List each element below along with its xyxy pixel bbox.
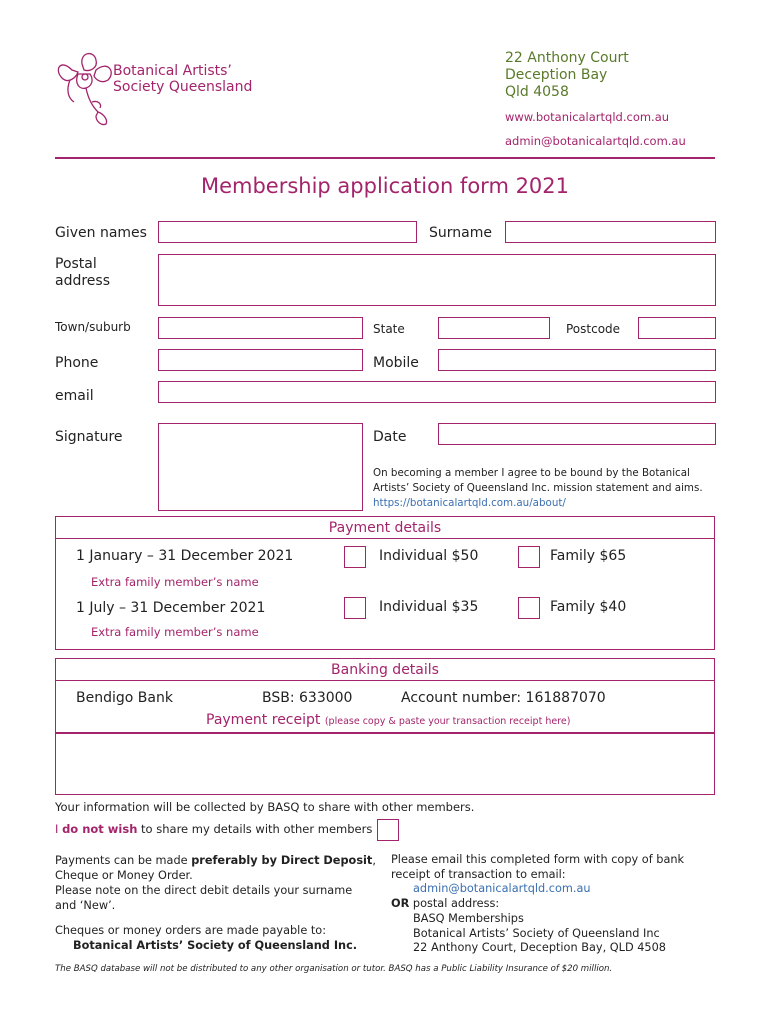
phone-field[interactable] — [158, 349, 363, 371]
address-line1: 22 Anthony Court — [505, 50, 629, 66]
family-full-checkbox[interactable] — [518, 546, 540, 568]
instr-b: preferably by Direct Deposit — [191, 854, 373, 867]
payment-title: Payment details — [328, 520, 442, 536]
signature-field[interactable] — [158, 423, 363, 511]
website-link[interactable]: www.botanicalartqld.com.au — [505, 110, 670, 124]
individual-full-checkbox[interactable] — [344, 546, 366, 568]
footer-note: The BASQ database will not be distributed to any other organisation or tutor. BASQ has a Public Liability Insurance of $20 million. — [55, 964, 613, 974]
orchid-logo — [52, 50, 122, 128]
submit-or-line — [391, 897, 721, 912]
header-divider — [55, 157, 715, 159]
agreement-line2: Artists’ Society of Queensland Inc. mission statement and aims. — [373, 482, 703, 494]
given-names-label: Given names — [55, 225, 147, 241]
receipt-title-text: Payment receipt — [206, 712, 321, 728]
email-field[interactable] — [158, 381, 716, 403]
about-link[interactable]: https://botanicalartqld.com.au/about/ — [373, 497, 566, 509]
submit-line1: Please email this completed form with copy of bank — [391, 853, 685, 866]
submit-addr1: BASQ Memberships — [413, 911, 524, 925]
surname-label: Surname — [429, 225, 492, 241]
family-half-label: Family $40 — [550, 599, 627, 615]
optout-rest: to share my details with other members — [141, 822, 373, 836]
submit-postal: postal address: — [412, 897, 500, 911]
optout-do-not-wish: do not wish — [62, 822, 138, 836]
mobile-field[interactable] — [438, 349, 716, 371]
extra-family-label-1: Extra family member’s name — [91, 575, 259, 589]
optout-checkbox[interactable] — [377, 819, 399, 841]
submit-line2: receipt of transaction to email: — [391, 867, 566, 881]
state-label: State — [373, 322, 405, 336]
org-name-line2: Society Queensland — [113, 79, 253, 95]
submit-email-link[interactable]: admin@botanicalartqld.com.au — [413, 882, 591, 896]
payment-instr-line1 — [55, 853, 385, 868]
instr-c: , — [372, 854, 376, 867]
form-title: Membership application form 2021 — [200, 174, 570, 198]
postal-address-field[interactable] — [158, 254, 716, 306]
address-line2: Deception Bay — [505, 67, 608, 83]
account-number: Account number: 161887070 — [401, 690, 606, 706]
cheque-instr-line1: Cheques or money orders are made payable to: — [55, 924, 327, 937]
payment-instructions — [55, 853, 385, 953]
address-line3: Qld 4058 — [505, 84, 569, 100]
period-full-year: 1 January – 31 December 2021 — [76, 548, 294, 564]
phone-label: Phone — [55, 355, 99, 371]
town-label: Town/suburb — [55, 320, 131, 334]
submit-addr2: Botanical Artists’ Society of Queensland Inc — [413, 926, 660, 940]
state-field[interactable] — [438, 317, 550, 339]
payment-instr-line3: Please note on the direct debit details your surname — [55, 884, 353, 897]
date-field[interactable] — [438, 423, 716, 445]
payment-instr-line4: and ‘New’. — [55, 899, 116, 912]
submit-or: OR — [391, 897, 410, 911]
banking-details-box — [55, 658, 715, 795]
payment-receipt-title — [206, 712, 570, 728]
payment-instr-line2: Cheque or Money Order. — [55, 869, 193, 882]
header-email-link[interactable]: admin@botanicalartqld.com.au — [505, 134, 686, 148]
date-label: Date — [373, 429, 407, 445]
submit-addr3: 22 Anthony Court, Deception Bay, QLD 4508 — [413, 941, 666, 955]
town-field[interactable] — [158, 317, 363, 339]
family-half-checkbox[interactable] — [518, 597, 540, 619]
banking-title: Banking details — [331, 662, 439, 678]
postcode-field[interactable] — [638, 317, 716, 339]
individual-half-label: Individual $35 — [379, 599, 479, 615]
org-name-line1: Botanical Artists’ — [113, 63, 232, 79]
given-names-field[interactable] — [158, 221, 417, 243]
receipt-note: (please copy & paste your transaction receipt here) — [324, 716, 571, 727]
privacy-collect-text: Your information will be collected by BASQ to share with other members. — [55, 800, 475, 814]
payment-details-box — [55, 516, 715, 650]
extra-family-label-2: Extra family member’s name — [91, 625, 259, 639]
bank-name: Bendigo Bank — [76, 690, 173, 706]
individual-full-label: Individual $50 — [379, 548, 479, 564]
instr-a: Payments can be made — [55, 854, 188, 867]
cheque-instr-line2: Botanical Artists’ Society of Queensland Inc. — [73, 939, 358, 952]
postcode-label: Postcode — [566, 322, 621, 336]
signature-label: Signature — [55, 429, 123, 445]
postal-address-label-1: Postal — [55, 256, 97, 272]
individual-half-checkbox[interactable] — [344, 597, 366, 619]
period-half-year: 1 July – 31 December 2021 — [76, 600, 266, 616]
receipt-paste-area[interactable] — [56, 734, 714, 794]
submission-instructions — [391, 853, 721, 956]
surname-field[interactable] — [505, 221, 716, 243]
email-label: email — [55, 388, 94, 404]
agreement-line1: On becoming a member I agree to be bound by the Botanical — [373, 467, 690, 479]
bsb-number: BSB: 633000 — [262, 690, 353, 706]
family-full-label: Family $65 — [550, 548, 627, 564]
privacy-optout-line — [55, 822, 372, 836]
postal-address-label-2: address — [55, 273, 111, 289]
optout-i: I — [55, 822, 59, 836]
mobile-label: Mobile — [373, 355, 419, 371]
